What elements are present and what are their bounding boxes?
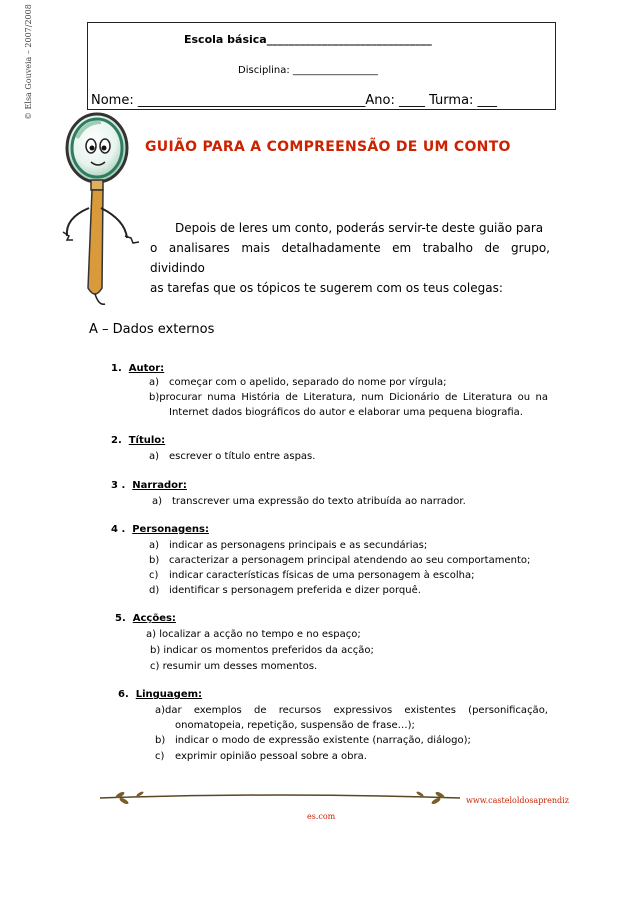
page-title: GUIÃO PARA A COMPREENSÃO DE UM CONTO <box>145 139 511 155</box>
list-item: a) escrever o título entre aspas. <box>149 451 316 462</box>
footer-website-link-continued[interactable]: es.com <box>307 812 336 821</box>
list-item: c) resumir um desses momentos. <box>150 661 318 672</box>
footer-website-link[interactable]: www.casteloldosaprendiz <box>466 796 569 805</box>
item-heading-personagens: 4 . Personagens: <box>111 524 209 535</box>
list-item: b) indicar os momentos preferidos da acção; <box>150 645 374 656</box>
intro-paragraph <box>150 218 550 298</box>
list-item: b) indicar o modo de expressão existente (narração, diálogo); <box>155 735 471 746</box>
list-item: a) começar com o apelido, separado do nome por vírgula; <box>149 377 447 388</box>
list-item: a) localizar a acção no tempo e no espaço; <box>146 629 361 640</box>
list-item: d) identificar s personagem preferida e dizer porquê. <box>149 585 421 596</box>
list-item: a) indicar as personagens principais e as secundárias; <box>149 540 428 551</box>
section-heading: A – Dados externos <box>89 322 215 337</box>
list-item: b) caracterizar a personagem principal atendendo ao seu comportamento; <box>149 555 531 566</box>
list-item-continuation: onomatopeia, repetição, suspensão de frase…); <box>175 720 415 731</box>
list-item: c) indicar características físicas de uma personagem à escolha; <box>149 570 475 581</box>
item-label: Autor: <box>128 363 165 374</box>
item-heading-autor <box>111 363 164 374</box>
intro-line: as tarefas que os tópicos te sugerem com os teus colegas: <box>150 281 503 295</box>
decorative-branch-divider <box>100 788 460 808</box>
item-heading-titulo: 2. Título: <box>111 435 166 446</box>
list-item: a) transcrever uma expressão do texto atribuída ao narrador. <box>152 496 466 507</box>
item-number: 1. <box>111 363 122 374</box>
item-heading-narrador: 3 . Narrador: <box>111 480 187 491</box>
intro-line: o analisares mais detalhadamente em trabalho de grupo, dividindo <box>150 241 550 275</box>
list-item: b)procurar numa História de Literatura, num Dicionário de Literatura ou na <box>149 392 548 403</box>
item-heading-accoes: 5. Acções: <box>115 613 176 624</box>
list-item-continuation: Internet dados biográficos do autor e elaborar uma pequena biografia. <box>169 407 523 418</box>
name-year-class-field: Nome: ___________________________________Ano: ____ Turma: ___ <box>91 93 498 108</box>
magnifier-mascot-illustration <box>55 108 145 308</box>
list-item: a)dar exemplos de recursos expressivos existentes (personificação, <box>155 705 548 716</box>
discipline-field: Disciplina: _________________ <box>238 65 378 76</box>
student-header-box <box>87 22 556 110</box>
school-field: Escola básica______________________________ <box>184 33 432 46</box>
copyright-note: © Elsa Gouveia – 2007/2008 <box>24 4 33 120</box>
intro-line: Depois de leres um conto, poderás servir-te deste guião para <box>175 221 544 235</box>
item-heading-linguagem: 6. Linguagem: <box>118 689 203 700</box>
list-item: c) exprimir opinião pessoal sobre a obra. <box>155 751 367 762</box>
